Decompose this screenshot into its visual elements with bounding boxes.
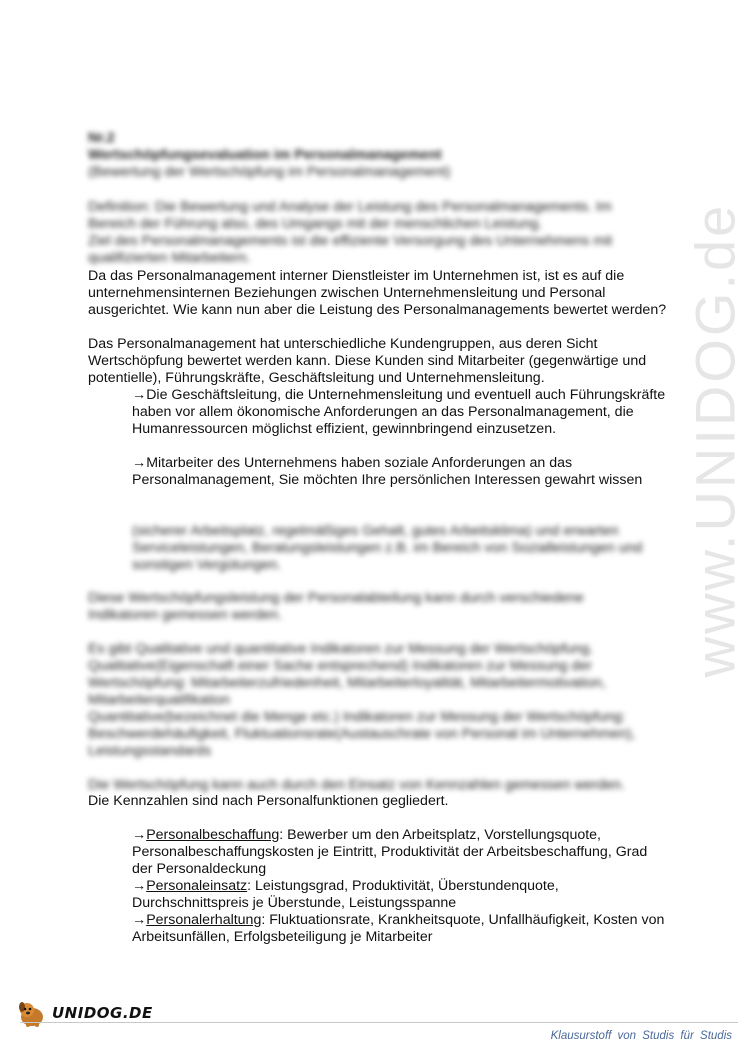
dog-mascot-icon: [14, 998, 50, 1028]
paragraph-customers: Das Personalmanagement hat unterschiedliche Kundengruppen, aus deren Sicht Wertschöpfung bewertet werden kann. Diese Kunden sind Mitarbeiter (gegenwärtige und potentielle), Führungskräfte, Geschäftsleitung und Unternehmensleitung.: [88, 336, 647, 386]
blurred-line: Quantitative(bezeichnet die Menge etc.) Indikatoren zur Messung der Wertschöpfung:: [88, 709, 626, 725]
blurred-indicators: [88, 590, 668, 794]
blurred-line: Mitarbeiterqualifikation: [88, 692, 230, 708]
arrow-glyph: →: [132, 878, 147, 894]
blurred-header: [88, 130, 668, 181]
footer-tagline: Klausurstoff von Studis für Studis: [550, 1030, 732, 1042]
blurred-line: Wertschöpfung: Mitarbeiterzufriedenheit, Mitarbeiterloyalität, Mitarbeitermotivation,: [88, 675, 606, 691]
blurred-line: Serviceleistungen, Beratungsleistungen z.B. im Bereich von Sozialleistungen und: [132, 540, 643, 556]
footer-divider: [20, 1022, 738, 1023]
list-item-text: : Leistungsgrad, Produktivität, Überstundenquote, Durchschnittspreis je Überstunde, Leistungsspanne: [132, 878, 559, 911]
visible-body: [88, 268, 668, 489]
doc-title: Wertschöpfungsevaluation im Personalmanagement: [88, 147, 442, 163]
blurred-definition: [88, 199, 668, 267]
definition-line: Definition: Die Bewertung und Analyse der Leistung des Personalmanagements. Im: [88, 199, 612, 215]
term-personaleinsatz: Personaleinsatz: [146, 878, 248, 894]
term-personalerhaltung: Personalerhaltung: [146, 912, 262, 928]
blurred-line: Qualitative(Eigenschaft einer Sache entsprechend) Indikatoren zur Messung der: [88, 658, 592, 674]
definition-line: Bereich der Führung also, des Umgangs mit der menschlichen Leistung.: [88, 216, 543, 232]
list-item-erhaltung: [88, 912, 668, 946]
paragraph-kennzahlen: Die Kennzahlen sind nach Personalfunktionen gegliedert.: [88, 793, 449, 809]
term-personalbeschaffung: Personalbeschaffung: [146, 827, 280, 843]
blurred-employee-continuation: [88, 523, 668, 574]
list-item-text: : Fluktuationsrate, Krankheitsquote, Unfallhäufigkeit, Kosten von Arbeitsunfällen, Erfolgsbeteiligung je Mitarbeiter: [132, 912, 665, 945]
visible-kennzahlen: [88, 793, 668, 810]
blurred-line: Die Wertschöpfung kann auch durch den Einsatz von Kennzahlen gemessen werden.: [88, 777, 625, 793]
blurred-line: Diese Wertschöpfungsleistung der Personalabteilung kann durch verschiedene: [88, 590, 584, 606]
arrow-paragraph-management: →Die Geschäftsleitung, die Unternehmensleitung und eventuell auch Führungskräfte haben vor allem ökonomische Anforderungen an das Personalmanagement, die Humanressourcen möglichst effizient, gewinnbringend einzusetzen.: [132, 387, 666, 437]
watermark: www.UNIDOG.de: [683, 202, 747, 678]
list-item-beschaffung: [88, 827, 668, 878]
unidog-logo[interactable]: [14, 998, 153, 1028]
blurred-line: sonstigen Vergütungen.: [132, 557, 282, 573]
logo-text: UNIDOG.DE: [52, 1004, 153, 1022]
doc-subtitle: (Bewertung der Wertschöpfung im Personalmanagement): [88, 164, 451, 180]
blurred-line: Es gibt Qualitative und quantitative Indikatoren zur Messung der Wertschöpfung.: [88, 641, 594, 657]
list-item-einsatz: [88, 878, 668, 912]
blurred-line: (sicherer Arbeitsplatz, regelmäßiges Gehalt, gutes Arbeitsklima) und erwarten: [132, 523, 619, 539]
definition-line: qualifizierten Mitarbeitern.: [88, 250, 251, 266]
arrow-glyph: →: [132, 827, 147, 843]
definition-line: Ziel des Personalmanagements ist die effiziente Versorgung des Unternehmens mit: [88, 233, 613, 249]
kennzahlen-list: [88, 827, 668, 946]
blurred-line: Leistungsstandards: [88, 743, 212, 759]
doc-number: Nr.2: [88, 130, 115, 146]
paragraph-intro: Da das Personalmanagement interner Dienstleister im Unternehmen ist, ist es auf die unternehmensinternen Beziehungen zwischen Unternehmensleitung und Personal ausgerichtet. Wie kann nun aber die Leistung des Personalmanagements bewertet werden?: [88, 268, 667, 318]
arrow-paragraph-employees: →Mitarbeiter des Unternehmens haben soziale Anforderungen an das Personalmanagement, Sie möchten Ihre persönlichen Interessen gewahrt wissen: [132, 455, 643, 488]
list-item-text: : Bewerber um den Arbeitsplatz, Vorstellungsquote, Personalbeschaffungskosten je Eintritt, Produktivität der Arbeitsbeschaffung, Grad der Personaldeckung: [132, 827, 648, 877]
arrow-glyph: →: [132, 912, 147, 928]
blurred-line: Beschwerdehäufigkeit, Fluktuationsrate(Austauschrate von Personal im Unternehmen),: [88, 726, 636, 742]
blurred-line: Indikatoren gemessen werden.: [88, 607, 283, 623]
